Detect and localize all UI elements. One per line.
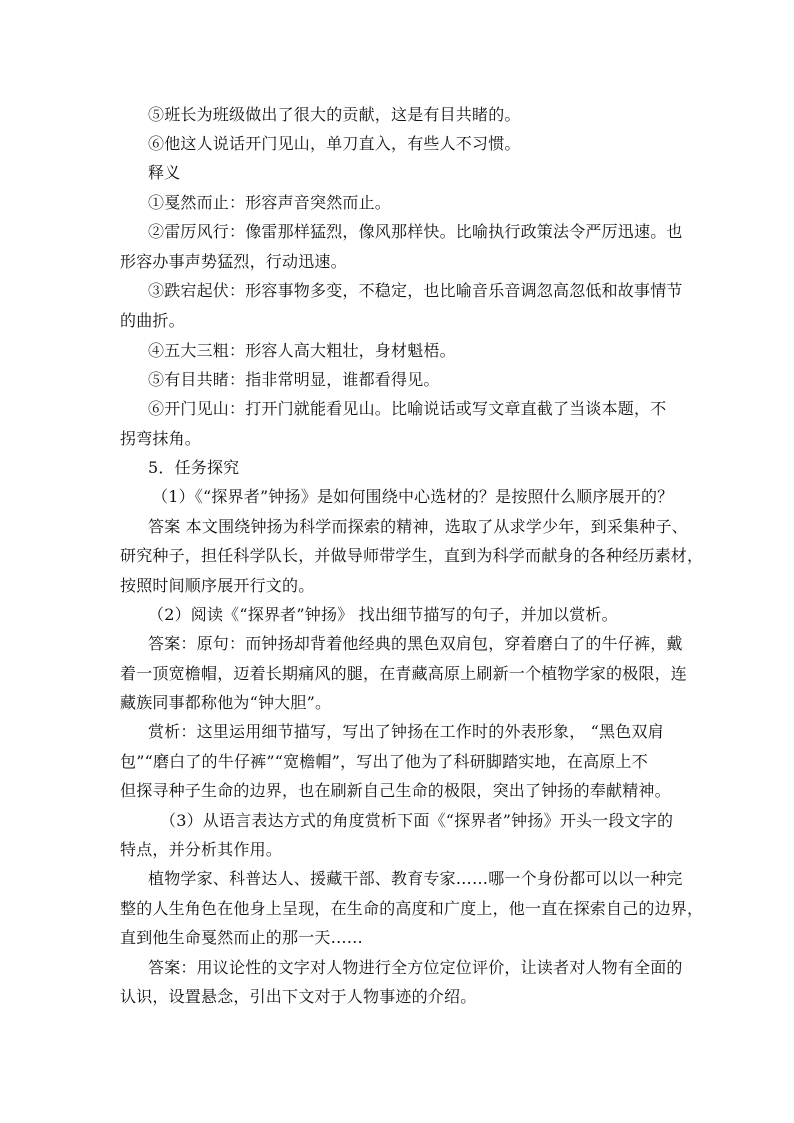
text-line: ③跌宕起伏：形容事物多变，不稳定，也比喻音乐音调忽高忽低和故事情节 xyxy=(148,281,683,300)
answer-line: 答案 本文围绕钟扬为科学而探索的精神，选取了从求学少年，到采集种子、 xyxy=(148,517,688,536)
text-line: ⑤有目共睹：指非常明显，谁都看得见。 xyxy=(148,370,440,389)
text-line: ④五大三粗：形容人高大粗壮，身材魁梧。 xyxy=(148,341,456,360)
question-line: （3）从语言表达方式的角度赏析下面《“探界者”钟扬》开头一段文字的 xyxy=(160,811,674,830)
analysis-line: 赏析：这里运用细节描写，写出了钟扬在工作时的外表形象， “黑色双肩 xyxy=(148,722,664,741)
analysis-line: 包”“磨白了的牛仔裤”“宽檐帽”，写出了他为了科研脚踏实地，在高原上不 xyxy=(120,752,648,771)
text-line: 的曲折。 xyxy=(120,311,185,330)
analysis-line: 但探寻种子生命的边界，也在刷新自己生命的极限，突出了钟扬的奉献精神。 xyxy=(120,781,671,800)
question-line: （1）《“探界者”钟扬》是如何围绕中心选材的？是按照什么顺序展开的？ xyxy=(152,487,674,506)
section-heading: 5．任务探究 xyxy=(148,458,240,477)
text-line: 形容办事声势猛烈，行动迅速。 xyxy=(120,252,347,271)
question-line: （2）阅读《“探界者”钟扬》 找出细节描写的句子，并加以赏析。 xyxy=(148,605,618,624)
answer-line: 答案：原句：而钟扬却背着他经典的黑色双肩包，穿着磨白了的牛仔裤，戴 xyxy=(148,634,683,653)
quote-line: 直到他生命戛然而止的那一天…… xyxy=(120,928,364,947)
section-heading: 释义 xyxy=(148,163,181,182)
quote-line: 植物学家、科普达人、援藏干部、教育专家……哪一个身份都可以以一种完 xyxy=(148,869,683,888)
text-line: ①戛然而止：形容声音突然而止。 xyxy=(148,193,392,212)
answer-line: 研究种子，担任科学队长，并做导师带学生，直到为科学而献身的各种经历素材， xyxy=(120,546,704,565)
answer-line: 认识，设置悬念，引出下文对于人物事迹的介绍。 xyxy=(120,987,477,1006)
question-line: 特点，并分析其作用。 xyxy=(120,840,283,859)
text-line: ⑥他这人说话开门见山，单刀直入，有些人不习惯。 xyxy=(148,134,521,153)
text-line: ⑤班长为班级做出了很大的贡献，这是有目共睹的。 xyxy=(148,105,521,124)
text-line: ②雷厉风行：像雷那样猛烈，像风那样快。比喻执行政策法令严厉迅速。也 xyxy=(148,222,683,241)
quote-line: 整的人生角色在他身上呈现，在生命的高度和广度上，他一直在探索自己的边界， xyxy=(120,899,704,918)
answer-line: 藏族同事都称他为“钟大胆”。 xyxy=(120,693,332,712)
text-line: 拐弯抹角。 xyxy=(120,429,202,448)
answer-line: 着一顶宽檐帽，迈着长期痛风的腿，在青藏高原上刷新一个植物学家的极限，连 xyxy=(120,664,688,683)
text-line: ⑥开门见山：打开门就能看见山。比喻说话或写文章直截了当谈本题，不 xyxy=(148,399,667,418)
answer-line: 答案：用议论性的文字对人物进行全方位定位评价，让读者对人物有全面的 xyxy=(148,958,683,977)
answer-line: 按照时间顺序展开行文的。 xyxy=(120,576,315,595)
